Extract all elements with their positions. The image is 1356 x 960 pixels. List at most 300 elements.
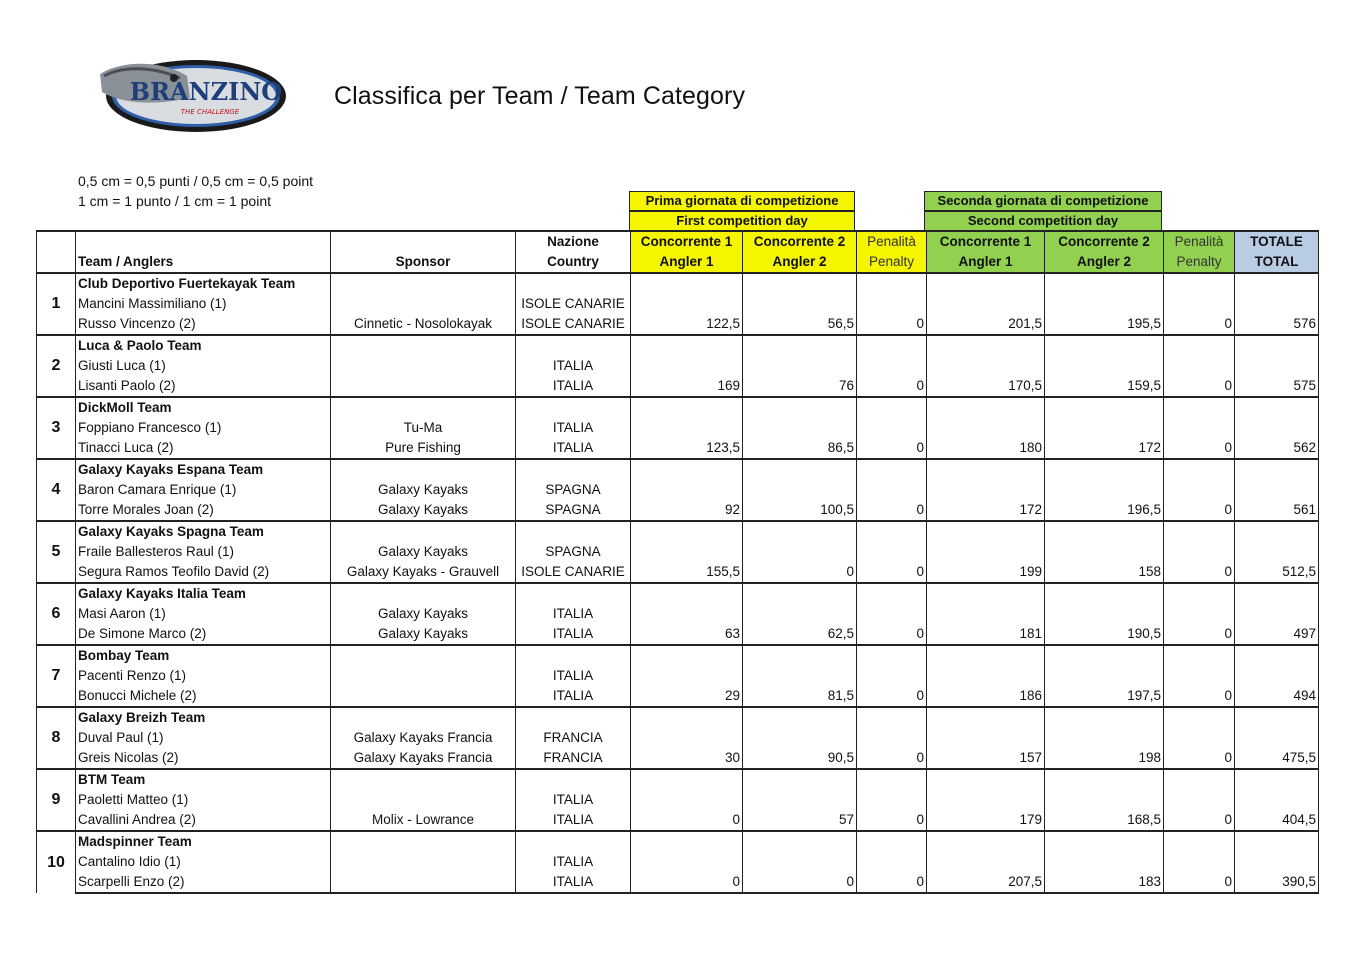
angler-2-name: Lisanti Paolo (2) bbox=[76, 376, 331, 397]
day1-angler2-score: 76 bbox=[743, 376, 857, 397]
empty-cell bbox=[1164, 852, 1235, 872]
empty-cell bbox=[1045, 273, 1164, 294]
col-d2-angler2: Angler 2 bbox=[1045, 252, 1164, 273]
empty-cell bbox=[1164, 645, 1235, 666]
empty-cell bbox=[1045, 728, 1164, 748]
empty-cell bbox=[743, 728, 857, 748]
empty-cell bbox=[1235, 459, 1319, 480]
angler-1-name: Paoletti Matteo (1) bbox=[76, 790, 331, 810]
day2-angler2-score: 183 bbox=[1045, 872, 1164, 893]
team-name: Galaxy Kayaks Italia Team bbox=[76, 583, 331, 604]
day2-angler2-score: 168,5 bbox=[1045, 810, 1164, 831]
empty-cell bbox=[516, 521, 631, 542]
angler-2-country: ITALIA bbox=[516, 376, 631, 397]
empty-cell bbox=[331, 831, 516, 852]
empty-cell bbox=[331, 583, 516, 604]
day1-angler1-score: 123,5 bbox=[631, 438, 743, 459]
empty-cell bbox=[1235, 728, 1319, 748]
empty-cell bbox=[743, 459, 857, 480]
empty-cell bbox=[1235, 583, 1319, 604]
page-title: Classifica per Team / Team Category bbox=[334, 82, 746, 110]
angler-1-sponsor: Galaxy Kayaks bbox=[331, 480, 516, 500]
empty-cell bbox=[1235, 707, 1319, 728]
col-d1-pen-en: Penalty bbox=[857, 252, 927, 273]
angler-2-name: Segura Ramos Teofilo David (2) bbox=[76, 562, 331, 583]
angler-row bbox=[37, 624, 1319, 645]
col-d1-angler2: Angler 2 bbox=[743, 252, 857, 273]
empty-cell bbox=[1045, 542, 1164, 562]
empty-cell bbox=[857, 769, 927, 790]
angler-1-name: Masi Aaron (1) bbox=[76, 604, 331, 624]
empty-cell bbox=[1235, 294, 1319, 314]
empty-cell bbox=[1045, 707, 1164, 728]
day1-angler1-score: 63 bbox=[631, 624, 743, 645]
day1-angler1-score: 122,5 bbox=[631, 314, 743, 335]
day1-angler1-score: 29 bbox=[631, 686, 743, 707]
day2-angler1-score: 199 bbox=[927, 562, 1045, 583]
empty-cell bbox=[1045, 335, 1164, 356]
angler-2-sponsor bbox=[331, 686, 516, 707]
empty-cell bbox=[927, 790, 1045, 810]
empty-cell bbox=[927, 542, 1045, 562]
team-row bbox=[37, 831, 1319, 852]
angler-1-sponsor: Galaxy Kayaks bbox=[331, 542, 516, 562]
empty-cell bbox=[631, 728, 743, 748]
col-d2-comp1: Concorrente 1 bbox=[927, 231, 1045, 252]
day2-header-it: Seconda giornata di competizione bbox=[924, 191, 1162, 211]
empty-cell bbox=[631, 645, 743, 666]
day1-angler1-score: 169 bbox=[631, 376, 743, 397]
empty-cell bbox=[857, 852, 927, 872]
col-d1-comp1: Concorrente 1 bbox=[631, 231, 743, 252]
empty-cell bbox=[516, 707, 631, 728]
empty-cell bbox=[1164, 273, 1235, 294]
empty-cell bbox=[1164, 542, 1235, 562]
empty-cell bbox=[516, 335, 631, 356]
angler-row bbox=[37, 810, 1319, 831]
angler-row bbox=[37, 500, 1319, 521]
team-total: 575 bbox=[1235, 376, 1319, 397]
empty-cell bbox=[631, 273, 743, 294]
day2-angler1-score: 181 bbox=[927, 624, 1045, 645]
empty-cell bbox=[516, 645, 631, 666]
angler-2-sponsor: Galaxy Kayaks bbox=[331, 624, 516, 645]
day2-angler1-score: 201,5 bbox=[927, 314, 1045, 335]
header-row-2 bbox=[37, 252, 1319, 273]
team-total: 404,5 bbox=[1235, 810, 1319, 831]
empty-cell bbox=[857, 728, 927, 748]
day2-angler2-score: 198 bbox=[1045, 748, 1164, 769]
angler-2-sponsor: Galaxy Kayaks - Grauvell bbox=[331, 562, 516, 583]
empty-cell bbox=[1164, 831, 1235, 852]
empty-cell bbox=[631, 666, 743, 686]
angler-1-name: Giusti Luca (1) bbox=[76, 356, 331, 376]
angler-1-country: ITALIA bbox=[516, 418, 631, 438]
team-name: Galaxy Kayaks Espana Team bbox=[76, 459, 331, 480]
empty-cell bbox=[1235, 666, 1319, 686]
col-d1-pen-it: Penalità bbox=[857, 231, 927, 252]
team-row bbox=[37, 335, 1319, 356]
team-name: Bombay Team bbox=[76, 645, 331, 666]
empty-cell bbox=[331, 707, 516, 728]
day2-header-en: Second competition day bbox=[924, 211, 1162, 231]
empty-cell bbox=[1164, 583, 1235, 604]
empty-cell bbox=[1235, 397, 1319, 418]
col-country-it: Nazione bbox=[516, 231, 631, 252]
empty-cell bbox=[1045, 459, 1164, 480]
empty-cell bbox=[743, 418, 857, 438]
angler-1-country: ITALIA bbox=[516, 852, 631, 872]
angler-row bbox=[37, 686, 1319, 707]
day1-angler2-score: 0 bbox=[743, 872, 857, 893]
angler-row bbox=[37, 562, 1319, 583]
angler-2-sponsor bbox=[331, 872, 516, 893]
empty-cell bbox=[857, 707, 927, 728]
empty-cell bbox=[1164, 604, 1235, 624]
angler-2-country: ITALIA bbox=[516, 624, 631, 645]
day2-angler2-score: 195,5 bbox=[1045, 314, 1164, 335]
day1-header-en: First competition day bbox=[629, 211, 855, 231]
empty-cell bbox=[743, 273, 857, 294]
day2-angler1-score: 186 bbox=[927, 686, 1045, 707]
day1-penalty: 0 bbox=[857, 314, 927, 335]
team-rank: 5 bbox=[37, 521, 76, 583]
day1-penalty: 0 bbox=[857, 624, 927, 645]
day2-penalty: 0 bbox=[1164, 872, 1235, 893]
empty-cell bbox=[743, 294, 857, 314]
scoring-note-2: 1 cm = 1 punto / 1 cm = 1 point bbox=[78, 193, 271, 209]
day2-penalty: 0 bbox=[1164, 810, 1235, 831]
empty-cell bbox=[857, 273, 927, 294]
team-name: Madspinner Team bbox=[76, 831, 331, 852]
empty-cell bbox=[927, 769, 1045, 790]
angler-2-country: FRANCIA bbox=[516, 748, 631, 769]
angler-2-country: SPAGNA bbox=[516, 500, 631, 521]
day2-penalty: 0 bbox=[1164, 376, 1235, 397]
logo-subtext: THE CHALLENGE bbox=[180, 108, 240, 116]
day1-angler2-score: 57 bbox=[743, 810, 857, 831]
empty-cell bbox=[1045, 645, 1164, 666]
empty-cell bbox=[1235, 356, 1319, 376]
empty-cell bbox=[331, 459, 516, 480]
day2-angler1-score: 207,5 bbox=[927, 872, 1045, 893]
team-name: Luca & Paolo Team bbox=[76, 335, 331, 356]
team-rank: 6 bbox=[37, 583, 76, 645]
empty-cell bbox=[1235, 790, 1319, 810]
angler-2-sponsor: Cinnetic - Nosolokayak bbox=[331, 314, 516, 335]
empty-cell bbox=[631, 707, 743, 728]
team-total: 494 bbox=[1235, 686, 1319, 707]
empty-cell bbox=[1045, 790, 1164, 810]
team-row bbox=[37, 583, 1319, 604]
empty-cell bbox=[1045, 397, 1164, 418]
team-name: Galaxy Kayaks Spagna Team bbox=[76, 521, 331, 542]
empty-cell bbox=[1235, 604, 1319, 624]
empty-cell bbox=[631, 852, 743, 872]
team-standings-table bbox=[36, 230, 1319, 894]
angler-1-name: Mancini Massimiliano (1) bbox=[76, 294, 331, 314]
empty-cell bbox=[743, 831, 857, 852]
header-row-1 bbox=[37, 231, 1319, 252]
angler-row bbox=[37, 480, 1319, 500]
empty-cell bbox=[743, 604, 857, 624]
empty-cell bbox=[1045, 831, 1164, 852]
angler-1-name: Fraile Ballesteros Raul (1) bbox=[76, 542, 331, 562]
angler-2-sponsor bbox=[331, 376, 516, 397]
angler-1-sponsor: Galaxy Kayaks Francia bbox=[331, 728, 516, 748]
day2-angler2-score: 196,5 bbox=[1045, 500, 1164, 521]
empty-cell bbox=[1235, 521, 1319, 542]
empty-cell bbox=[631, 459, 743, 480]
empty-cell bbox=[631, 356, 743, 376]
day1-angler2-score: 62,5 bbox=[743, 624, 857, 645]
angler-2-name: Tinacci Luca (2) bbox=[76, 438, 331, 459]
angler-row bbox=[37, 790, 1319, 810]
angler-2-name: De Simone Marco (2) bbox=[76, 624, 331, 645]
empty-cell bbox=[743, 583, 857, 604]
empty-cell bbox=[631, 418, 743, 438]
day2-penalty: 0 bbox=[1164, 438, 1235, 459]
day2-angler1-score: 170,5 bbox=[927, 376, 1045, 397]
logo-text: BRANZINO bbox=[129, 77, 283, 106]
empty-cell bbox=[857, 418, 927, 438]
team-rank: 2 bbox=[37, 335, 76, 397]
angler-1-country: ITALIA bbox=[516, 356, 631, 376]
col-team-anglers: Team / Anglers bbox=[76, 252, 331, 273]
angler-row bbox=[37, 852, 1319, 872]
day1-penalty: 0 bbox=[857, 872, 927, 893]
empty-cell bbox=[331, 273, 516, 294]
empty-cell bbox=[857, 521, 927, 542]
col-country-en: Country bbox=[516, 252, 631, 273]
angler-1-country: SPAGNA bbox=[516, 480, 631, 500]
empty-cell bbox=[631, 397, 743, 418]
empty-cell bbox=[631, 790, 743, 810]
empty-cell bbox=[1045, 666, 1164, 686]
angler-1-country: ITALIA bbox=[516, 604, 631, 624]
empty-cell bbox=[1164, 459, 1235, 480]
day1-penalty: 0 bbox=[857, 562, 927, 583]
team-total: 512,5 bbox=[1235, 562, 1319, 583]
angler-row bbox=[37, 872, 1319, 893]
empty-cell bbox=[857, 583, 927, 604]
day1-angler1-score: 92 bbox=[631, 500, 743, 521]
empty-cell bbox=[743, 521, 857, 542]
empty-cell bbox=[1164, 356, 1235, 376]
day1-penalty: 0 bbox=[857, 810, 927, 831]
empty-cell bbox=[857, 666, 927, 686]
team-row bbox=[37, 459, 1319, 480]
scoring-note-1: 0,5 cm = 0,5 punti / 0,5 cm = 0,5 point bbox=[78, 173, 314, 189]
empty-cell bbox=[1045, 521, 1164, 542]
empty-cell bbox=[927, 418, 1045, 438]
empty-cell bbox=[857, 645, 927, 666]
day2-angler2-score: 159,5 bbox=[1045, 376, 1164, 397]
angler-2-name: Torre Morales Joan (2) bbox=[76, 500, 331, 521]
empty-cell bbox=[743, 707, 857, 728]
angler-1-sponsor: Tu-Ma bbox=[331, 418, 516, 438]
empty-cell bbox=[743, 852, 857, 872]
day1-penalty: 0 bbox=[857, 500, 927, 521]
team-total: 497 bbox=[1235, 624, 1319, 645]
empty-cell bbox=[927, 831, 1045, 852]
angler-1-sponsor bbox=[331, 294, 516, 314]
angler-2-name: Scarpelli Enzo (2) bbox=[76, 872, 331, 893]
team-rank: 9 bbox=[37, 769, 76, 831]
empty-cell bbox=[331, 645, 516, 666]
angler-1-country: ITALIA bbox=[516, 790, 631, 810]
empty-cell bbox=[743, 397, 857, 418]
empty-cell bbox=[631, 769, 743, 790]
day1-angler2-score: 100,5 bbox=[743, 500, 857, 521]
empty-cell bbox=[1164, 294, 1235, 314]
empty-cell bbox=[857, 604, 927, 624]
angler-row bbox=[37, 438, 1319, 459]
empty-cell bbox=[1164, 769, 1235, 790]
team-row bbox=[37, 521, 1319, 542]
angler-1-sponsor bbox=[331, 666, 516, 686]
day2-penalty: 0 bbox=[1164, 686, 1235, 707]
empty-cell bbox=[516, 769, 631, 790]
day2-penalty: 0 bbox=[1164, 314, 1235, 335]
day1-angler1-score: 155,5 bbox=[631, 562, 743, 583]
empty-cell bbox=[1045, 294, 1164, 314]
empty-cell bbox=[857, 542, 927, 562]
col-d2-pen-en: Penalty bbox=[1164, 252, 1235, 273]
day1-angler2-score: 0 bbox=[743, 562, 857, 583]
team-row bbox=[37, 645, 1319, 666]
col-total-en: TOTAL bbox=[1235, 252, 1319, 273]
team-total: 576 bbox=[1235, 314, 1319, 335]
empty-cell bbox=[927, 583, 1045, 604]
empty-cell bbox=[857, 459, 927, 480]
angler-2-country: ITALIA bbox=[516, 438, 631, 459]
empty-cell bbox=[927, 521, 1045, 542]
angler-row bbox=[37, 604, 1319, 624]
col-sponsor: Sponsor bbox=[331, 252, 516, 273]
angler-2-sponsor: Molix - Lowrance bbox=[331, 810, 516, 831]
day2-angler1-score: 180 bbox=[927, 438, 1045, 459]
angler-row bbox=[37, 376, 1319, 397]
col-d2-comp2: Concorrente 2 bbox=[1045, 231, 1164, 252]
angler-1-country: ISOLE CANARIE bbox=[516, 294, 631, 314]
angler-2-country: ISOLE CANARIE bbox=[516, 562, 631, 583]
empty-cell bbox=[1045, 604, 1164, 624]
team-rank: 10 bbox=[37, 831, 76, 893]
angler-1-name: Foppiano Francesco (1) bbox=[76, 418, 331, 438]
day1-angler2-score: 81,5 bbox=[743, 686, 857, 707]
empty-cell bbox=[1235, 831, 1319, 852]
empty-cell bbox=[857, 294, 927, 314]
angler-1-sponsor bbox=[331, 790, 516, 810]
empty-cell bbox=[1164, 790, 1235, 810]
empty-cell bbox=[1164, 728, 1235, 748]
empty-cell bbox=[516, 831, 631, 852]
day1-angler2-score: 56,5 bbox=[743, 314, 857, 335]
team-name: Club Deportivo Fuertekayak Team bbox=[76, 273, 331, 294]
empty-cell bbox=[1235, 273, 1319, 294]
team-rank: 4 bbox=[37, 459, 76, 521]
empty-cell bbox=[857, 335, 927, 356]
empty-cell bbox=[857, 480, 927, 500]
angler-1-name: Pacenti Renzo (1) bbox=[76, 666, 331, 686]
angler-2-name: Russo Vincenzo (2) bbox=[76, 314, 331, 335]
empty-cell bbox=[927, 666, 1045, 686]
day1-penalty: 0 bbox=[857, 686, 927, 707]
empty-cell bbox=[331, 397, 516, 418]
empty-cell bbox=[1164, 418, 1235, 438]
angler-2-country: ITALIA bbox=[516, 686, 631, 707]
empty-cell bbox=[1235, 335, 1319, 356]
empty-cell bbox=[631, 521, 743, 542]
angler-1-name: Duval Paul (1) bbox=[76, 728, 331, 748]
empty-cell bbox=[927, 273, 1045, 294]
empty-cell bbox=[927, 397, 1045, 418]
day1-penalty: 0 bbox=[857, 748, 927, 769]
day1-header-it: Prima giornata di competizione bbox=[629, 191, 855, 211]
empty-cell bbox=[857, 397, 927, 418]
empty-cell bbox=[1164, 666, 1235, 686]
angler-2-country: ITALIA bbox=[516, 872, 631, 893]
team-name: BTM Team bbox=[76, 769, 331, 790]
team-row bbox=[37, 769, 1319, 790]
col-d1-comp2: Concorrente 2 bbox=[743, 231, 857, 252]
team-rank: 1 bbox=[37, 273, 76, 335]
angler-2-sponsor: Pure Fishing bbox=[331, 438, 516, 459]
empty-cell bbox=[927, 294, 1045, 314]
empty-cell bbox=[1235, 852, 1319, 872]
angler-2-name: Cavallini Andrea (2) bbox=[76, 810, 331, 831]
empty-cell bbox=[331, 521, 516, 542]
day1-penalty: 0 bbox=[857, 376, 927, 397]
empty-cell bbox=[743, 542, 857, 562]
empty-cell bbox=[1045, 583, 1164, 604]
team-row bbox=[37, 707, 1319, 728]
empty-cell bbox=[331, 335, 516, 356]
empty-cell bbox=[516, 583, 631, 604]
day1-penalty: 0 bbox=[857, 438, 927, 459]
day1-angler1-score: 0 bbox=[631, 810, 743, 831]
angler-1-country: FRANCIA bbox=[516, 728, 631, 748]
empty-cell bbox=[1235, 769, 1319, 790]
angler-row bbox=[37, 314, 1319, 335]
empty-cell bbox=[857, 831, 927, 852]
col-d2-angler1: Angler 1 bbox=[927, 252, 1045, 273]
empty-cell bbox=[927, 459, 1045, 480]
empty-cell bbox=[1235, 418, 1319, 438]
empty-cell bbox=[516, 273, 631, 294]
angler-row bbox=[37, 542, 1319, 562]
angler-1-country: ITALIA bbox=[516, 666, 631, 686]
empty-cell bbox=[857, 356, 927, 376]
empty-cell bbox=[743, 480, 857, 500]
angler-2-name: Greis Nicolas (2) bbox=[76, 748, 331, 769]
angler-row bbox=[37, 418, 1319, 438]
empty-cell bbox=[1045, 480, 1164, 500]
team-row bbox=[37, 273, 1319, 294]
empty-cell bbox=[631, 542, 743, 562]
angler-row bbox=[37, 748, 1319, 769]
day1-angler2-score: 90,5 bbox=[743, 748, 857, 769]
empty-cell bbox=[743, 790, 857, 810]
day2-penalty: 0 bbox=[1164, 500, 1235, 521]
empty-cell bbox=[1235, 480, 1319, 500]
col-total-it: TOTALE bbox=[1235, 231, 1319, 252]
day1-angler1-score: 0 bbox=[631, 872, 743, 893]
branzino-logo bbox=[92, 52, 288, 136]
team-name: Galaxy Breizh Team bbox=[76, 707, 331, 728]
day2-angler1-score: 157 bbox=[927, 748, 1045, 769]
